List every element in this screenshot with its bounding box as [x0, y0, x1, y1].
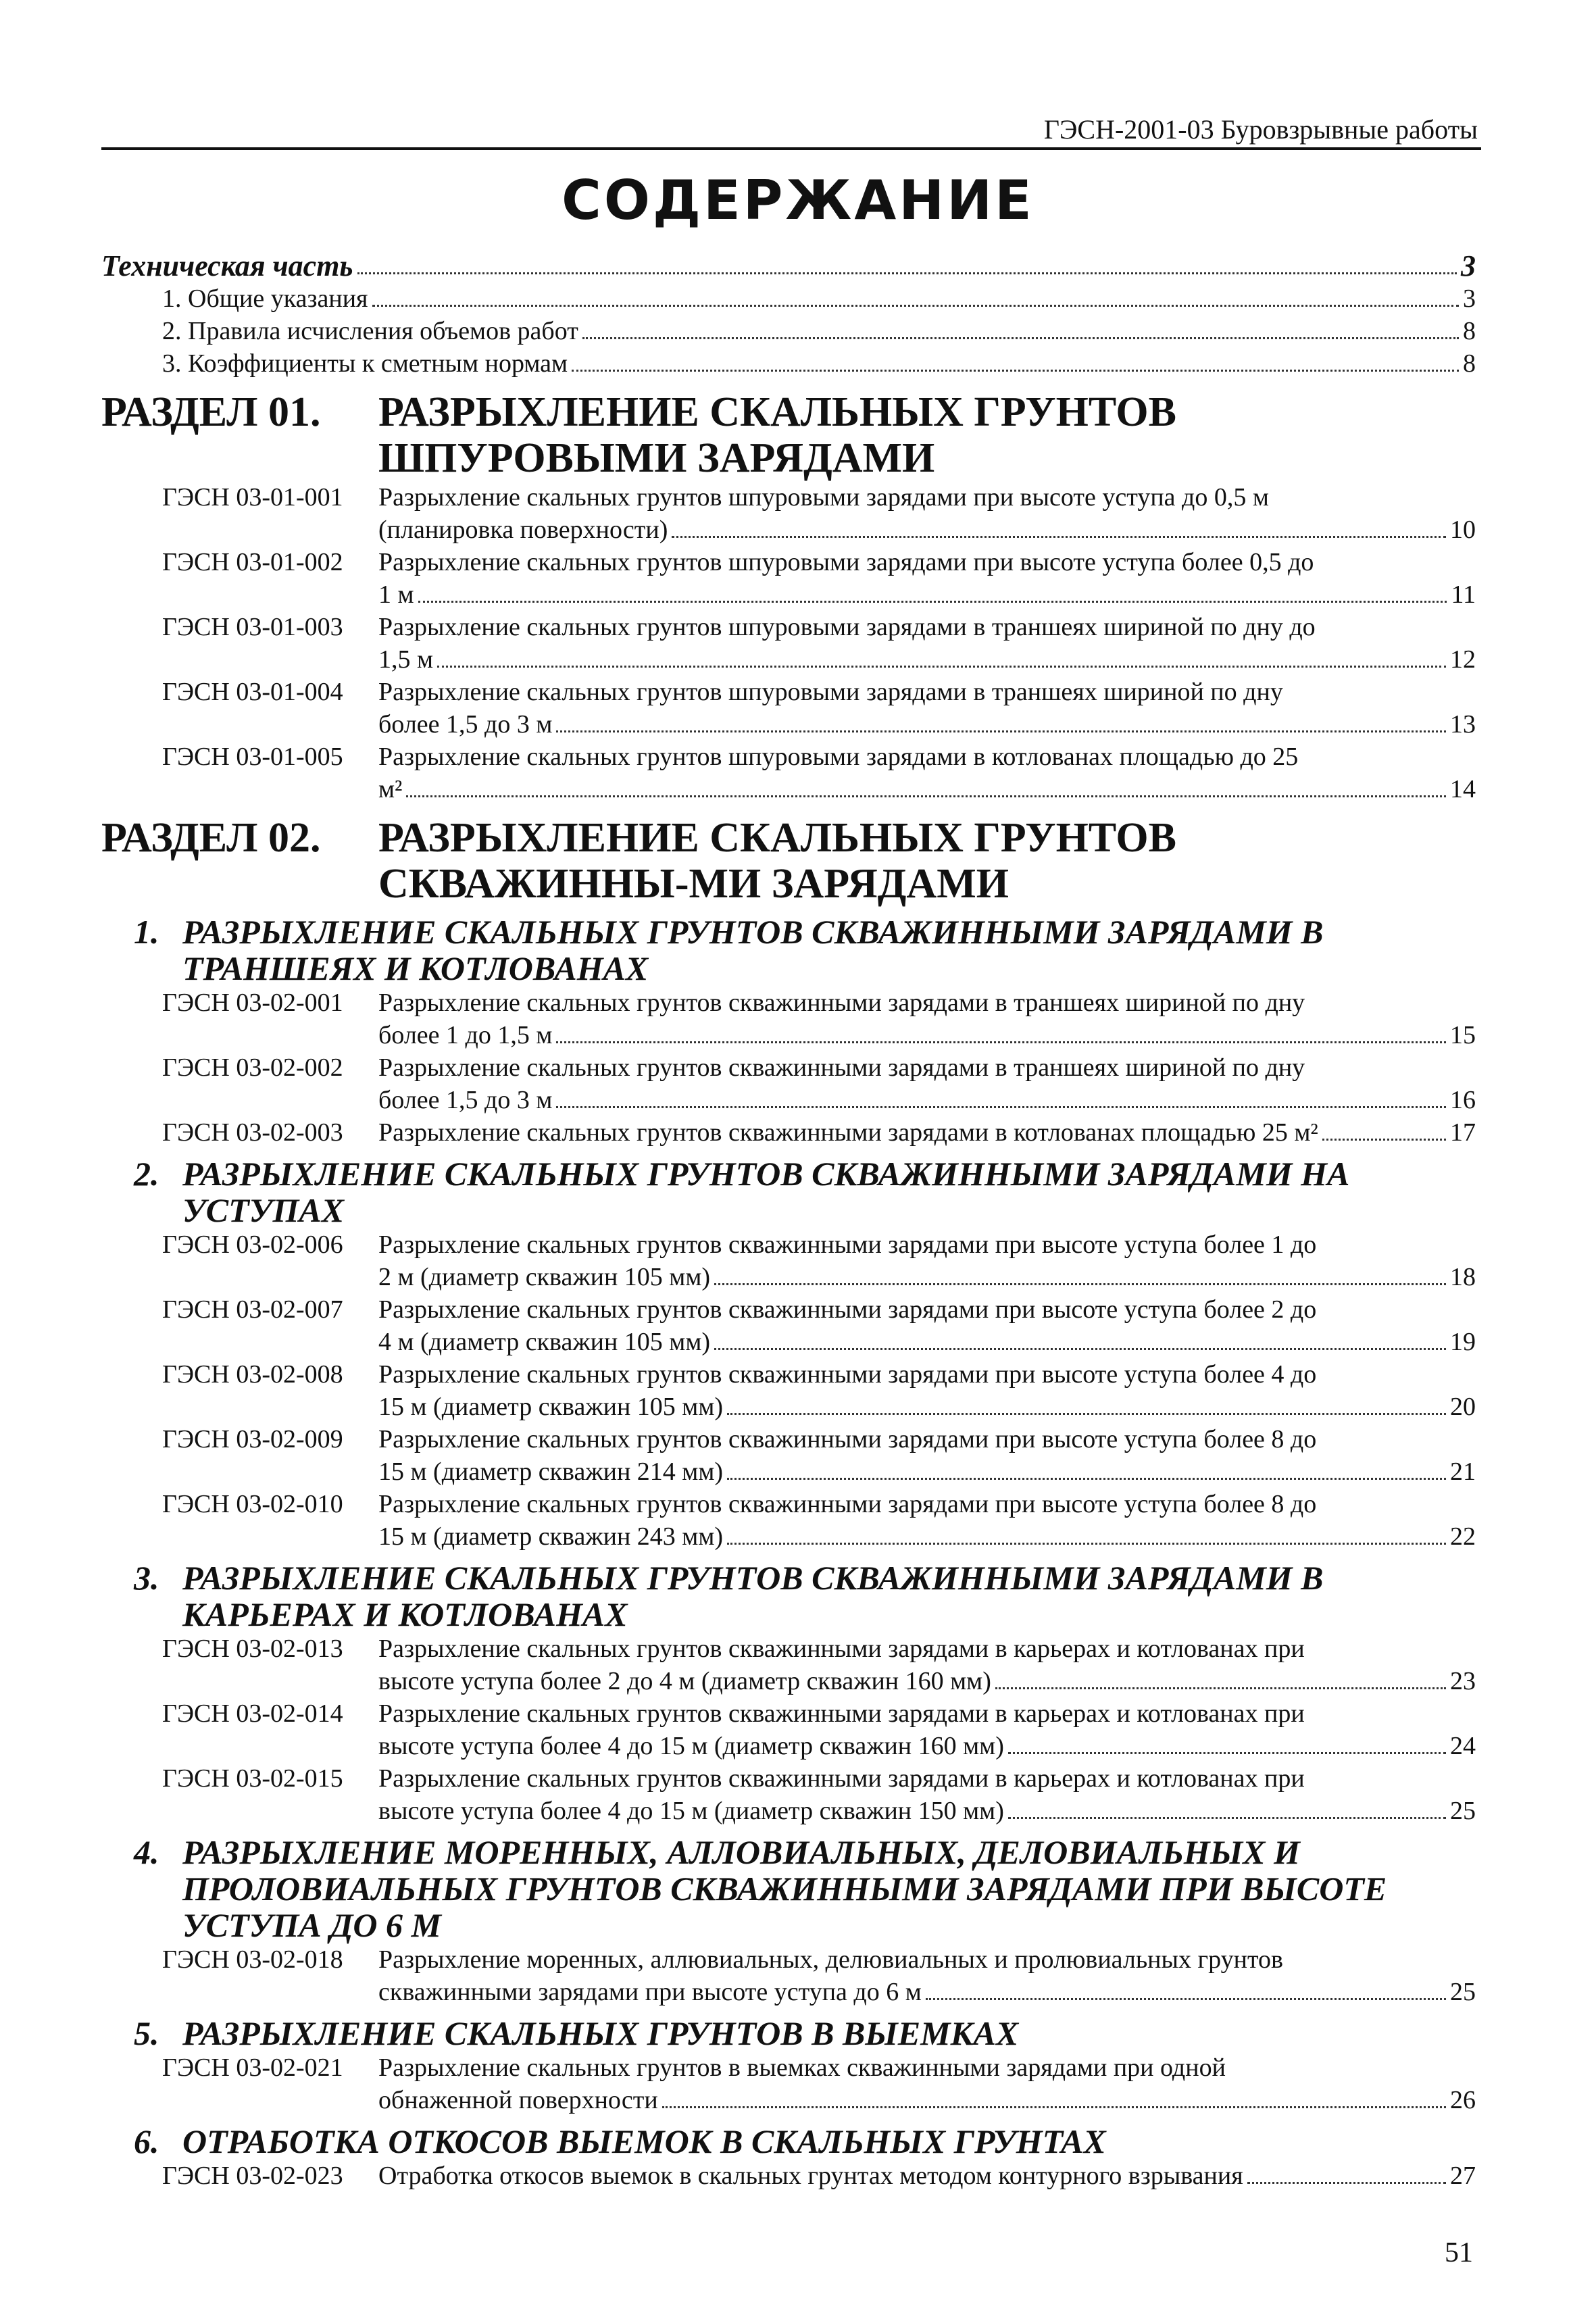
entry-line-1: Разрыхление моренных, аллювиальных, делювиальных и пролювиальных грунтов — [378, 1945, 1283, 1974]
entry-line-2-text: более 1,5 до 3 м — [378, 710, 553, 739]
norm-code: ГЭСН 03-02-014 — [162, 1699, 343, 1728]
toc-page-number: 25 — [1450, 1978, 1476, 2006]
subsection-heading — [101, 914, 1476, 987]
entry-line-1: Разрыхление скальных грунтов скважинными зарядами в траншеях шириной по дну — [378, 1053, 1305, 1082]
dot-leader — [406, 795, 1446, 797]
section-01 — [101, 389, 1476, 805]
norm-code: ГЭСН 03-02-021 — [162, 2053, 343, 2082]
toc-page-number: 14 — [1450, 775, 1476, 803]
subsection-title: ОТРАБОТКА ОТКОСОВ ВЫЕМОК В СКАЛЬНЫХ ГРУНТАХ — [182, 2122, 1106, 2160]
subsection-number: 3. — [134, 1559, 159, 1597]
entry-line-1: Разрыхление скальных грунтов скважинными зарядами в карьерах и котлованах при — [378, 1635, 1305, 1663]
toc-page-number: 3 — [1463, 284, 1476, 313]
toc-page-number: 19 — [1450, 1328, 1476, 1356]
toc-page-number: 20 — [1450, 1393, 1476, 1421]
toc-page-number: 10 — [1450, 516, 1476, 544]
toc-page-number: 15 — [1450, 1021, 1476, 1049]
entry-line-2 — [378, 1665, 1476, 1697]
toc-entry[interactable] — [101, 1762, 1476, 1827]
dot-leader — [1322, 1139, 1446, 1141]
toc-entry[interactable] — [101, 481, 1476, 546]
dot-leader — [556, 1106, 1446, 1108]
subsection-title: РАЗРЫХЛЕНИЕ СКАЛЬНЫХ ГРУНТОВ В ВЫЕМКАХ — [182, 2014, 1019, 2052]
entry-line-2-text: Отработка откосов выемок в скальных грунтах методом контурного взрывания — [378, 2162, 1243, 2190]
subsection-heading — [101, 2015, 1476, 2051]
entry-description — [378, 1228, 1476, 1293]
entry-description — [378, 2160, 1476, 2192]
subsection-title: РАЗРЫХЛЕНИЕ СКАЛЬНЫХ ГРУНТОВ СКВАЖИННЫМИ ЗАРЯДАМИ НА УСТУПАХ — [182, 1155, 1350, 1229]
norm-code: ГЭСН 03-01-003 — [162, 613, 343, 641]
dot-leader — [672, 536, 1446, 538]
dot-leader — [418, 601, 1447, 603]
entry-description — [378, 1943, 1476, 2008]
toc-general-item[interactable] — [101, 347, 1476, 380]
entry-line-2 — [378, 1084, 1476, 1116]
dot-leader — [556, 730, 1446, 732]
subsection-heading — [101, 1834, 1476, 1943]
norm-code: ГЭСН 03-02-006 — [162, 1230, 343, 1259]
entry-line-1: Разрыхление скальных грунтов скважинными зарядами в карьерах и котлованах при — [378, 1764, 1305, 1793]
entry-line-2-text: высоте уступа более 4 до 15 м (диаметр скважин 150 мм) — [378, 1797, 1004, 1825]
section-heading — [101, 815, 1476, 907]
entry-line-2-text: более 1,5 до 3 м — [378, 1086, 553, 1114]
toc-page-number: 25 — [1450, 1797, 1476, 1825]
general-items — [101, 282, 1476, 380]
toc-item-label: 3. Коэффициенты к сметным нормам — [162, 349, 568, 378]
entry-line-2 — [378, 1391, 1476, 1423]
entry-line-1: Разрыхление скальных грунтов шпуровыми зарядами в траншеях шириной по дну до — [378, 613, 1316, 641]
norm-code: ГЭСН 03-02-018 — [162, 1945, 343, 1974]
dot-leader — [714, 1348, 1446, 1350]
entry-line-2-text: 1,5 м — [378, 645, 434, 674]
toc-entry[interactable] — [101, 987, 1476, 1051]
toc-entry[interactable] — [101, 1633, 1476, 1697]
toc-general-item[interactable] — [101, 315, 1476, 347]
subsection-heading — [101, 1560, 1476, 1633]
dot-leader — [995, 1687, 1446, 1689]
entry-description — [378, 1488, 1476, 1553]
entry-line-1: Разрыхление скальных грунтов скважинными зарядами при высоте уступа более 2 до — [378, 1295, 1317, 1324]
dot-leader — [727, 1478, 1446, 1480]
entry-description — [378, 1051, 1476, 1116]
dot-leader — [372, 305, 1459, 307]
dot-leader — [556, 1041, 1446, 1043]
toc-entry[interactable] — [101, 1697, 1476, 1762]
entry-line-2 — [378, 2084, 1476, 2116]
toc-page-number: 11 — [1451, 580, 1476, 609]
toc-entry[interactable] — [101, 546, 1476, 611]
dot-leader — [1008, 1752, 1446, 1754]
subsection-number: 4. — [134, 1833, 159, 1871]
entry-line-2 — [378, 1795, 1476, 1827]
toc-page-number: 26 — [1450, 2086, 1476, 2114]
entry-description — [378, 1762, 1476, 1827]
norm-code: ГЭСН 03-02-002 — [162, 1053, 343, 1082]
entry-line-2 — [378, 708, 1476, 741]
toc-entry[interactable] — [101, 1051, 1476, 1116]
entry-description — [378, 1633, 1476, 1697]
entry-line-2 — [378, 514, 1476, 546]
toc-entry[interactable] — [101, 1228, 1476, 1293]
entry-line-2-text: 15 м (диаметр скважин 214 мм) — [378, 1458, 724, 1486]
norm-code: ГЭСН 03-02-003 — [162, 1118, 343, 1147]
toc-page-number: 13 — [1450, 710, 1476, 739]
toc-entry[interactable] — [101, 1293, 1476, 1358]
entry-line-1: Разрыхление скальных грунтов шпуровыми зарядами при высоте уступа более 0,5 до — [378, 548, 1314, 576]
subsection-number: 1. — [134, 913, 159, 951]
entry-line-2-text: 2 м (диаметр скважин 105 мм) — [378, 1263, 711, 1291]
toc-entry[interactable] — [101, 1488, 1476, 1553]
entry-description — [378, 1358, 1476, 1423]
entry-line-2 — [378, 773, 1476, 805]
entry-description — [378, 676, 1476, 741]
dot-leader — [582, 337, 1459, 339]
norm-code: ГЭСН 03-02-013 — [162, 1635, 343, 1663]
entry-line-2 — [378, 643, 1476, 676]
toc-entry[interactable] — [101, 611, 1476, 676]
entry-line-2-text: (планировка поверхности) — [378, 516, 668, 544]
entry-line-1: Разрыхление скальных грунтов шпуровыми зарядами в котлованах площадью до 25 — [378, 743, 1299, 771]
toc-entry[interactable] — [101, 676, 1476, 741]
toc-page-number: 3 — [1461, 249, 1476, 282]
running-head: ГЭСН-2001-03 Буровзрывные работы — [1043, 114, 1478, 145]
toc-page-number: 12 — [1450, 645, 1476, 674]
toc-tech-part[interactable] — [101, 250, 1476, 282]
dot-leader — [1247, 2182, 1446, 2184]
dot-leader — [357, 272, 1457, 274]
entry-line-2 — [378, 1976, 1476, 2008]
entry-line-2-text: м² — [378, 775, 403, 803]
dot-leader — [437, 666, 1446, 668]
section-title: РАЗРЫХЛЕНИЕ СКАЛЬНЫХ ГРУНТОВ СКВАЖИННЫ-МИ ЗАРЯДАМИ — [378, 815, 1176, 907]
entry-line-2-text: 15 м (диаметр скважин 105 мм) — [378, 1393, 724, 1421]
entry-description — [378, 1116, 1476, 1149]
page-title: СОДЕРЖАНИЕ — [562, 169, 1034, 232]
norm-code: ГЭСН 03-02-010 — [162, 1490, 343, 1518]
entry-line-2-text: более 1 до 1,5 м — [378, 1021, 553, 1049]
toc-entry[interactable] — [101, 2160, 1476, 2192]
entry-line-2-text: 4 м (диаметр скважин 105 мм) — [378, 1328, 711, 1356]
toc-entry[interactable] — [101, 1116, 1476, 1149]
entry-line-1: Разрыхление скальных грунтов скважинными зарядами при высоте уступа более 4 до — [378, 1360, 1317, 1389]
dot-leader — [662, 2106, 1446, 2108]
entry-line-2 — [378, 1326, 1476, 1358]
entry-line-1: Разрыхление скальных грунтов шпуровыми зарядами при высоте уступа до 0,5 м — [378, 483, 1269, 512]
norm-code: ГЭСН 03-01-001 — [162, 483, 343, 512]
toc-general-item[interactable] — [101, 282, 1476, 315]
entry-line-2 — [378, 1019, 1476, 1051]
dot-leader — [572, 370, 1459, 372]
entry-line-1: Разрыхление скальных грунтов в выемках скважинными зарядами при одной — [378, 2053, 1226, 2082]
section-number: РАЗДЕЛ 01. — [101, 389, 321, 435]
toc-page-number: 23 — [1450, 1667, 1476, 1695]
entry-line-2 — [378, 2160, 1476, 2192]
toc-tech-part-label: Техническая часть — [101, 249, 353, 282]
entry-line-1: Разрыхление скальных грунтов скважинными зарядами при высоте уступа более 8 до — [378, 1490, 1317, 1518]
toc-page-number: 8 — [1463, 317, 1476, 345]
entry-line-2 — [378, 1455, 1476, 1488]
norm-code: ГЭСН 03-02-009 — [162, 1425, 343, 1453]
entry-line-1: Разрыхление скальных грунтов скважинными зарядами в траншеях шириной по дну — [378, 989, 1305, 1017]
entry-description — [378, 1697, 1476, 1762]
entry-description — [378, 1293, 1476, 1358]
entry-line-1: Разрыхление скальных грунтов скважинными зарядами при высоте уступа более 1 до — [378, 1230, 1317, 1259]
dot-leader — [926, 1998, 1446, 2000]
toc-page-number: 16 — [1450, 1086, 1476, 1114]
norm-code: ГЭСН 03-01-004 — [162, 678, 343, 706]
entry-line-2 — [378, 578, 1476, 611]
norm-code: ГЭСН 03-02-001 — [162, 989, 343, 1017]
entry-line-1: Разрыхление скальных грунтов шпуровыми зарядами в траншеях шириной по дну — [378, 678, 1283, 706]
toc-page-number: 8 — [1463, 349, 1476, 378]
section-title: РАЗРЫХЛЕНИЕ СКАЛЬНЫХ ГРУНТОВ ШПУРОВЫМИ ЗАРЯДАМИ — [378, 389, 1176, 481]
entry-line-2-text: обнаженной поверхности — [378, 2086, 658, 2114]
entry-description — [378, 1423, 1476, 1488]
norm-code: ГЭСН 03-01-002 — [162, 548, 343, 576]
toc-item-label: 1. Общие указания — [162, 284, 368, 313]
section-number: РАЗДЕЛ 02. — [101, 815, 321, 861]
norm-code: ГЭСН 03-02-015 — [162, 1764, 343, 1793]
subsection-heading — [101, 1155, 1476, 1228]
subsection-number: 6. — [134, 2122, 159, 2160]
entry-line-1: Разрыхление скальных грунтов скважинными зарядами при высоте уступа более 8 до — [378, 1425, 1317, 1453]
norm-code: ГЭСН 03-02-007 — [162, 1295, 343, 1324]
toc-page-number: 17 — [1450, 1118, 1476, 1147]
entry-line-2-text: высоте уступа более 2 до 4 м (диаметр скважин 160 мм) — [378, 1667, 991, 1695]
entry-line-2-text: 15 м (диаметр скважин 243 мм) — [378, 1522, 724, 1551]
toc-item-label: 2. Правила исчисления объемов работ — [162, 317, 578, 345]
entry-line-2-text: скважинными зарядами при высоте уступа до 6 м — [378, 1978, 922, 2006]
toc-entry[interactable] — [101, 741, 1476, 805]
dot-leader — [727, 1543, 1446, 1545]
subsection-title: РАЗРЫХЛЕНИЕ СКАЛЬНЫХ ГРУНТОВ СКВАЖИННЫМИ ЗАРЯДАМИ В ТРАНШЕЯХ И КОТЛОВАНАХ — [182, 913, 1324, 987]
toc-entry[interactable] — [101, 1423, 1476, 1488]
page-number: 51 — [1445, 2237, 1473, 2268]
toc-page-number: 27 — [1450, 2162, 1476, 2190]
toc-page-number: 22 — [1450, 1522, 1476, 1551]
entry-description — [378, 741, 1476, 805]
entry-description — [378, 2051, 1476, 2116]
toc-entry[interactable] — [101, 1358, 1476, 1423]
norm-code: ГЭСН 03-02-008 — [162, 1360, 343, 1389]
entry-line-2-text: 1 м — [378, 580, 414, 609]
toc-page-number: 24 — [1450, 1732, 1476, 1760]
header-rule — [101, 147, 1481, 150]
entry-line-2 — [378, 1116, 1476, 1149]
dot-leader — [1008, 1817, 1446, 1819]
section-02 — [101, 815, 1476, 2192]
subsection-number: 2. — [134, 1155, 159, 1193]
toc-page-number: 18 — [1450, 1263, 1476, 1291]
toc-entry[interactable] — [101, 1943, 1476, 2008]
section-heading — [101, 389, 1476, 481]
entry-description — [378, 481, 1476, 546]
entry-line-2 — [378, 1261, 1476, 1293]
table-of-contents — [101, 250, 1476, 2192]
subsection-number: 5. — [134, 2014, 159, 2052]
norm-code: ГЭСН 03-01-005 — [162, 743, 343, 771]
entry-line-2 — [378, 1520, 1476, 1553]
toc-entry[interactable] — [101, 2051, 1476, 2116]
entry-line-2-text: высоте уступа более 4 до 15 м (диаметр скважин 160 мм) — [378, 1732, 1004, 1760]
entry-description — [378, 987, 1476, 1051]
subsection-heading — [101, 2123, 1476, 2160]
entry-line-1: Разрыхление скальных грунтов скважинными зарядами в карьерах и котлованах при — [378, 1699, 1305, 1728]
toc-page-number: 21 — [1450, 1458, 1476, 1486]
entry-description — [378, 546, 1476, 611]
norm-code: ГЭСН 03-02-023 — [162, 2162, 343, 2190]
entry-line-2-text: Разрыхление скальных грунтов скважинными зарядами в котлованах площадью 25 м² — [378, 1118, 1318, 1147]
dot-leader — [727, 1413, 1446, 1415]
entry-line-2 — [378, 1730, 1476, 1762]
dot-leader — [714, 1283, 1446, 1285]
subsection-title: РАЗРЫХЛЕНИЕ МОРЕННЫХ, АЛЛОВИАЛЬНЫХ, ДЕЛОВИАЛЬНЫХ И ПРОЛОВИАЛЬНЫХ ГРУНТОВ СКВАЖИННЫМИ ЗАРЯДАМИ ПРИ ВЫСОТЕ УСТУПА ДО 6 М — [182, 1833, 1387, 1944]
entry-description — [378, 611, 1476, 676]
subsection-title: РАЗРЫХЛЕНИЕ СКАЛЬНЫХ ГРУНТОВ СКВАЖИННЫМИ ЗАРЯДАМИ В КАРЬЕРАХ И КОТЛОВАНАХ — [182, 1559, 1324, 1633]
